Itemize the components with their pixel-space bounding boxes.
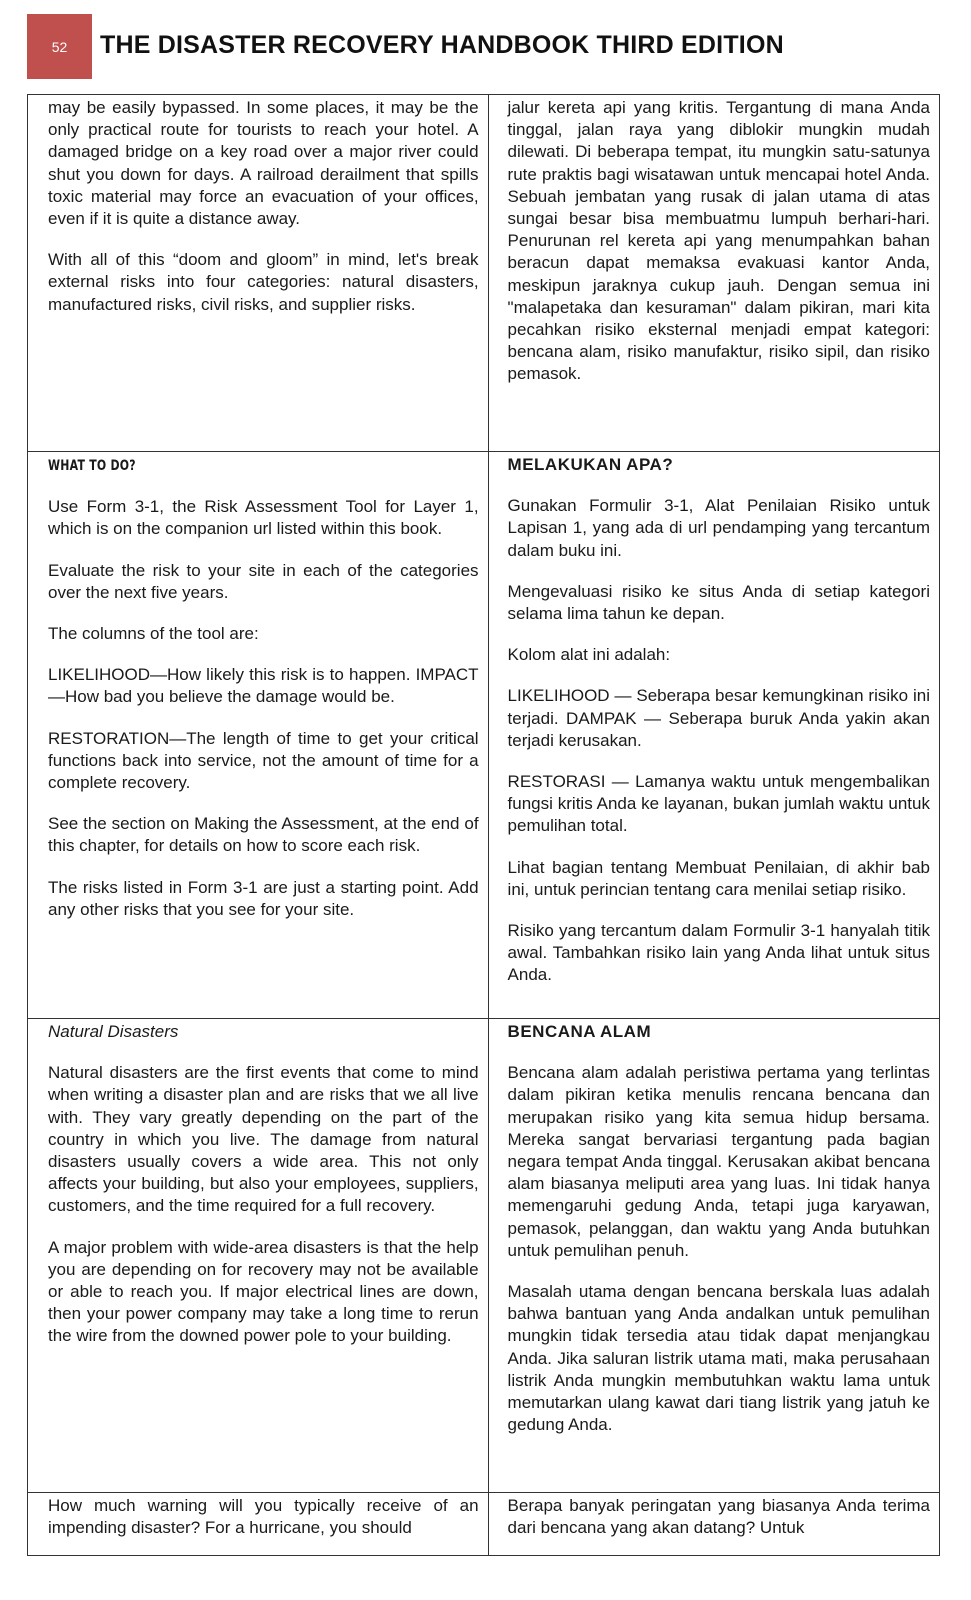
paragraph: Risiko yang tercantum dalam Formulir 3-1 hanyalah titik awal. Tambahkan risiko lain yang Anda lihat untuk situs Anda.: [507, 921, 930, 985]
paragraph: Masalah utama dengan bencana berskala luas adalah bahwa bantuan yang Anda andalkan untuk pemulihan mungkin tidak tersedia atau tidak dapat menjangkau Anda. Jika saluran listrik utama mati, maka perusahaan listrik Anda mungkin membutuhkan waktu lama untuk memutarkan ulang kawat dari tiang listrik yang jatuh ke gedung Anda.: [507, 1282, 930, 1435]
indonesian-cell: [488, 1493, 939, 1556]
indonesian-cell: [488, 1019, 939, 1493]
paragraph: Gunakan Formulir 3-1, Alat Penilaian Risiko untuk Lapisan 1, yang ada di url pendamping yang tercantum dalam buku ini.: [507, 496, 930, 560]
heading-text: WHAT TO DO?: [48, 458, 136, 474]
english-cell: [28, 1493, 489, 1556]
paragraph: LIKELIHOOD — Seberapa besar kemungkinan risiko ini terjadi. DAMPAK — Seberapa buruk Anda yakin akan terjadi kerusakan.: [507, 686, 930, 750]
page-number-badge: [27, 14, 92, 79]
paragraph: How much warning will you typically receive of an impending disaster? For a hurricane, you should: [48, 1496, 479, 1538]
paragraph: The columns of the tool are:: [48, 624, 259, 644]
section-heading: MELAKUKAN APA?: [507, 455, 674, 474]
paragraph: A major problem with wide-area disasters is that the help you are depending on for recovery may not be available or able to reach you. If major electrical lines are down, then your power company may take a long time to rerun the wire from the downed power pole to your building.: [48, 1237, 479, 1346]
english-cell: [28, 452, 489, 1019]
english-cell: [28, 95, 489, 452]
paragraph: RESTORASI — Lamanya waktu untuk mengembalikan fungsi kritis Anda ke layanan, bukan jumlah waktu untuk pemulihan total.: [507, 772, 930, 836]
page-number: 52: [51, 38, 68, 55]
paragraph: The risks listed in Form 3-1 are just a starting point. Add any other risks that you see for your site.: [48, 877, 479, 919]
paragraph: Evaluate the risk to your site in each of the categories over the next five years.: [48, 560, 479, 602]
table-row: [28, 1493, 940, 1556]
book-title: THE DISASTER RECOVERY HANDBOOK THIRD EDITION: [100, 31, 784, 59]
paragraph: jalur kereta api yang kritis. Tergantung di mana Anda tinggal, jalan raya yang diblokir mungkin mudah dilewati. Di beberapa tempat, itu mungkin satu-satunya rute praktis bagi wisatawan untuk mencapai hotel Anda. Sebuah jembatan yang rusak di jalan utama di atas sungai besar bisa membuatmu lumpuh berhari-hari. Penurunan rel kereta api yang menumpahkan bahan beracun dapat memaksa evakuasi kantor Anda, meskipun jaraknya cukup jauh. Dengan semua ini "malapetaka dan kesuraman" dalam pikiran, mari kita pecahkan risiko eksternal menjadi empat kategori: bencana alam, risiko manufaktur, risiko sipil, dan risiko pemasok.: [507, 98, 930, 384]
paragraph: Berapa banyak peringatan yang biasanya Anda terima dari bencana yang akan datang? Untuk: [507, 1496, 930, 1538]
paragraph: Mengevaluasi risiko ke situs Anda di setiap kategori selama lima tahun ke depan.: [507, 581, 930, 624]
section-heading: [48, 454, 479, 477]
indonesian-cell: [488, 452, 939, 1019]
paragraph: With all of this “doom and gloom” in mind, let's break external risks into four categories: natural disasters, manufactured risks, civil risks, and supplier risks.: [48, 250, 479, 314]
english-cell: [28, 1019, 489, 1493]
table-row: [28, 95, 940, 452]
paragraph: Use Form 3-1, the Risk Assessment Tool for Layer 1, which is on the companion url listed within this book.: [48, 497, 479, 539]
section-heading: BENCANA ALAM: [507, 1022, 652, 1041]
section-heading: Natural Disasters: [48, 1022, 179, 1041]
paragraph: Lihat bagian tentang Membuat Penilaian, di akhir bab ini, untuk perincian tentang cara menilai setiap risiko.: [507, 857, 930, 899]
paragraph: Kolom alat ini adalah:: [507, 645, 671, 665]
translation-table: [27, 94, 940, 1556]
indonesian-cell: [488, 95, 939, 452]
paragraph: may be easily bypassed. In some places, it may be the only practical route for tourists to reach your hotel. A damaged bridge on a key road over a major river could shut you down for days. A railroad derailment that spills toxic material may force an evacuation of your offices, even if it is quite a distance away.: [48, 98, 479, 229]
paragraph: See the section on Making the Assessment, at the end of this chapter, for details on how to score each risk.: [48, 814, 479, 856]
table-row: [28, 1019, 940, 1493]
paragraph: Natural disasters are the first events that come to mind when writing a disaster plan and are risks that we all live with. They vary greatly depending on the part of the country in which you live. The damage from natural disasters usually covers a wide area. This not only affects your building, but also your employees, suppliers, customers, and the time required for a full recovery.: [48, 1063, 479, 1216]
table-row: [28, 452, 940, 1019]
paragraph: RESTORATION—The length of time to get your critical functions back into service, not the amount of time for a complete recovery.: [48, 728, 479, 793]
paragraph: LIKELIHOOD—How likely this risk is to happen. IMPACT—How bad you believe the damage would be.: [48, 665, 479, 707]
paragraph: Bencana alam adalah peristiwa pertama yang terlintas dalam pikiran ketika menulis rencana bencana dan merupakan risiko yang kita semua hidup bersama. Mereka sangat bervariasi tergantung pada bagian negara tempat Anda tinggal. Kerusakan akibat bencana alam biasanya meliputi area yang luas. Ini tidak hanya memengaruhi gedung Anda, tetapi juga karyawan, pemasok, pelanggan, dan waktu yang Anda butuhkan untuk pemulihan penuh.: [507, 1063, 930, 1260]
